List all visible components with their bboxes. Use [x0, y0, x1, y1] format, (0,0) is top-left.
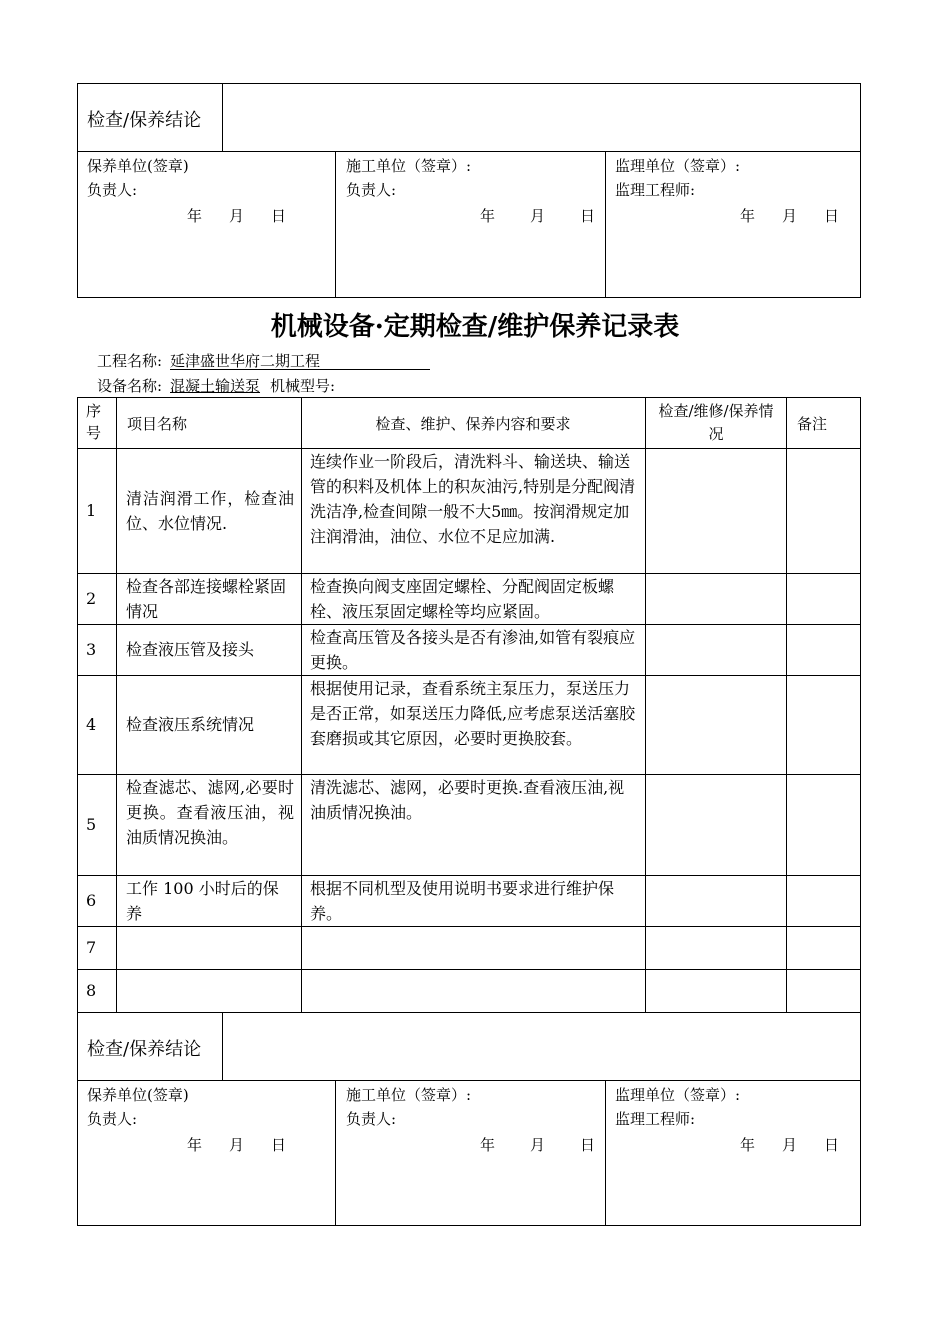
row-content: 清洗滤芯、滤网，必要时更换.查看液压油,视油质情况换油。: [310, 778, 625, 822]
date-month: 月: [229, 207, 245, 225]
date-year: 年: [187, 207, 203, 225]
responsible-person-label: 负责人:: [87, 1110, 138, 1128]
header-remark: 备注: [797, 415, 828, 433]
construction-unit-sign: 施工单位（签章）:: [346, 157, 472, 175]
date-day: 日: [824, 1136, 840, 1154]
date-month: 月: [530, 207, 546, 225]
row-number: 2: [86, 589, 97, 608]
divider: [335, 1080, 336, 1226]
divider: [77, 151, 861, 152]
row-item-name: 清洁润滑工作，检查油位、水位情况.: [126, 489, 294, 533]
row-item-name: 工作 100 小时后的保养: [126, 879, 279, 923]
divider: [335, 151, 336, 298]
row-number: 7: [86, 938, 97, 957]
row-item-name: 检查各部连接螺栓紧固情况: [126, 577, 287, 621]
date-day: 日: [824, 207, 840, 225]
row-number: 6: [86, 891, 97, 910]
maintenance-unit-sign: 保养单位(签章): [87, 157, 189, 175]
project-name-text: 延津盛世华府二期工程: [170, 352, 321, 370]
conclusion-label: 检查/保养结论: [87, 1039, 202, 1060]
divider: [301, 397, 302, 1013]
row-content: 根据使用记录，查看系统主泵压力，泵送压力是否正常，如泵送压力降低,应考虑泵送活塞胶套磨损或其它原因，必要时更换胶套。: [310, 679, 636, 748]
supervising-engineer-label: 监理工程师:: [615, 1110, 696, 1128]
date-year: 年: [740, 207, 756, 225]
header-seq: 序号: [86, 402, 102, 442]
date-year: 年: [740, 1136, 756, 1154]
supervision-unit-sign: 监理单位（签章）:: [615, 157, 741, 175]
header-status: 检查/维修/保养情况: [658, 402, 774, 443]
conclusion-label: 检查/保养结论: [87, 110, 202, 131]
row-number: 8: [86, 981, 97, 1000]
row-item-name: 检查液压管及接头: [126, 640, 255, 659]
divider: [77, 926, 861, 927]
row-item-name: 检查液压系统情况: [126, 715, 255, 734]
row-content: 检查换向阀支座固定螺栓、分配阀固定板螺栓、液压泵固定螺栓等均应紧固。: [310, 577, 615, 621]
date-month: 月: [782, 207, 798, 225]
equipment-name-value: 混凝土输送泵: [170, 377, 261, 395]
maintenance-unit-sign: 保养单位(签章): [87, 1086, 189, 1104]
row-item-name: 检查滤芯、滤网,必要时更换。查看液压油，视油质情况换油。: [126, 778, 294, 847]
project-name-label: 工程名称:: [97, 352, 163, 370]
divider: [116, 397, 117, 1013]
divider: [77, 1080, 861, 1081]
row-number: 5: [86, 815, 97, 834]
date-year: 年: [480, 207, 496, 225]
row-number: 1: [86, 501, 97, 520]
row-content: 连续作业一阶段后，清洗料斗、输送块、输送管的积料及机体上的积灰油污,特别是分配阀清洗洁净,检查间隙一般不大5㎜。按润滑规定加注润滑油，油位、水位不足应加满.: [310, 452, 636, 546]
date-year: 年: [187, 1136, 203, 1154]
row-content: 根据不同机型及使用说明书要求进行维护保养。: [310, 879, 615, 923]
divider: [222, 83, 223, 152]
equipment-name-label: 设备名称:: [97, 377, 163, 395]
supervising-engineer-label: 监理工程师:: [615, 181, 696, 199]
header-content: 检查、维护、保养内容和要求: [375, 415, 571, 433]
model-label: 机械型号:: [270, 377, 336, 395]
page-title: 机械设备·定期检查/维护保养记录表: [270, 312, 680, 342]
responsible-person-label: 负责人:: [346, 181, 397, 199]
row-number: 3: [86, 640, 97, 659]
date-month: 月: [530, 1136, 546, 1154]
divider: [605, 1080, 606, 1226]
construction-unit-sign: 施工单位（签章）:: [346, 1086, 472, 1104]
date-year: 年: [480, 1136, 496, 1154]
divider: [222, 1012, 223, 1081]
divider: [605, 151, 606, 298]
date-day: 日: [580, 207, 596, 225]
header-item-name: 项目名称: [127, 415, 188, 433]
responsible-person-label: 负责人:: [346, 1110, 397, 1128]
date-day: 日: [271, 1136, 287, 1154]
project-name-value: [170, 350, 430, 370]
date-month: 月: [782, 1136, 798, 1154]
date-day: 日: [580, 1136, 596, 1154]
supervision-unit-sign: 监理单位（签章）:: [615, 1086, 741, 1104]
divider: [77, 969, 861, 970]
date-month: 月: [229, 1136, 245, 1154]
divider: [645, 397, 646, 1013]
responsible-person-label: 负责人:: [87, 181, 138, 199]
divider: [786, 397, 787, 1013]
row-content: 检查高压管及各接头是否有渗油,如管有裂痕应更换。: [310, 628, 636, 672]
row-number: 4: [86, 715, 97, 734]
date-day: 日: [271, 207, 287, 225]
